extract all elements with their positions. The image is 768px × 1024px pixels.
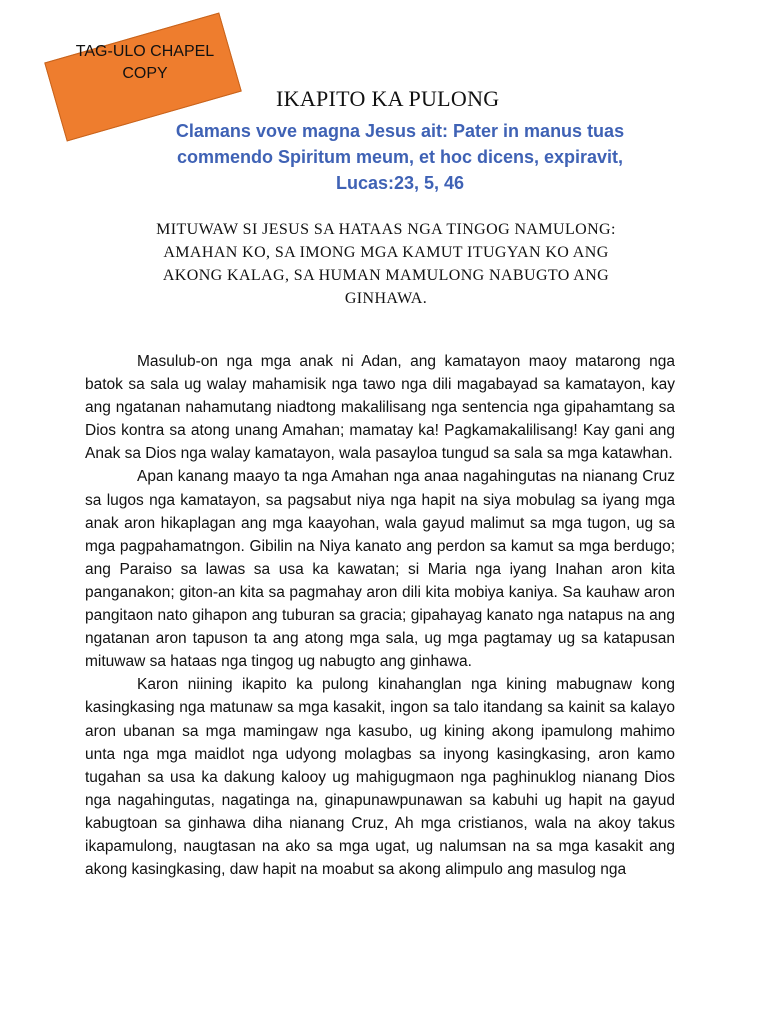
- subheading-line-2: AMAHAN KO, SA IMONG MGA KAMUT ITUGYAN KO ANG: [163, 244, 609, 261]
- stamp-line-1: TAG-ULO CHAPEL: [75, 43, 215, 60]
- subheading-line-4: GINHAWA.: [344, 290, 428, 307]
- latin-line-2: commendo Spiritum meum, et hoc dicens, expiravit,: [176, 147, 624, 167]
- subheading: [86, 218, 686, 310]
- subheading-line-3: AKONG KALAG, SA HUMAN MAMULONG NABUGTO ANG: [162, 267, 610, 284]
- page-title: IKAPITO KA PULONG: [276, 86, 500, 111]
- paragraph-2: Apan kanang maayo ta nga Amahan nga anaa nagahingutas na nianang Cruz sa lugos nga kamatayon, sa pagsabut niya nga hapit na siya mobulag sa iyang mga anak aron hikaplagan ang mga kaayohan, wala gayud malimut sa mga tugon, ug sa mga pagpahamatngon. Gibilin na Niya kanato ang perdon sa kamut sa mga berdugo; ang Paraiso sa lawas sa usa ka kawatan; si Maria nga iyang Inahan aron kita panganakon; giton-an kita sa pagmahay aron dili kita mobiya kaniya. Sa kauhaw aron pangitaon nato gihapon ang tuburan sa gracia; gipahayag kanato nga natapus na ang ngatanan aron tapuson ta ang atong mga sala, ug mga pagtamay ug sa katapusan mituwaw sa hataas nga tingog ug nabugto ang ginhawa.: [85, 468, 675, 671]
- latin-line-1: Clamans vove magna Jesus ait: Pater in manus tuas: [175, 121, 625, 141]
- bible-reference: Lucas:23, 5, 46: [335, 173, 465, 193]
- latin-quote: [140, 118, 660, 196]
- paragraph-1: Masulub-on nga mga anak ni Adan, ang kamatayon maoy matarong nga batok sa sala ug walay mahamisik nga tawo nga dili magabayad sa kamatayon, kay ang ngatanan nahamutang niadtong makalilisang nga sentencia nga gipahamtang sa Dios kontra sa atong unang Amahan; mamatay ka! Pagkamakalilisang! Kay gani ang Anak sa Dios nga walay kamatayon, wala pasayloa tungud sa sala sa mga katawhan.: [85, 353, 675, 463]
- paragraph-3: Karon niining ikapito ka pulong kinahanglan nga kining mabugnaw kong kasingkasing nga matunaw sa mga kasakit, ingon sa talo itandang sa kainit sa kalayo aron ubanan sa mga mamingaw nga kasubo, ug kining akong ipamulong mahimo unta nga mga maidlot nga udyong molagbas sa inyong kasingkasing, aron kamo tugahan sa usa ka dakung kalooy ug mahigugmaon nga paghinuklog nianang Dios nga nagahingutas, nagatinga na, ginapunawpunawan sa kabuhi ug hapit na gayud kabugtoan sa ginhawa diha nianang Cruz, Ah mga cristianos, wala na akoy takus ikapamulong, naugtasan na ako sa mga ugat, ug nalumsan na sa mga kasakit ang akong kasingkasing, daw hapit na moabut sa akong alimpulo ang masulog nga: [85, 676, 675, 879]
- subheading-line-1: MITUWAW SI JESUS SA HATAAS NGA TINGOG NAMULONG:: [156, 221, 616, 238]
- body-text: [85, 350, 675, 881]
- stamp-text: [70, 41, 220, 85]
- stamp-line-2: COPY: [122, 65, 168, 82]
